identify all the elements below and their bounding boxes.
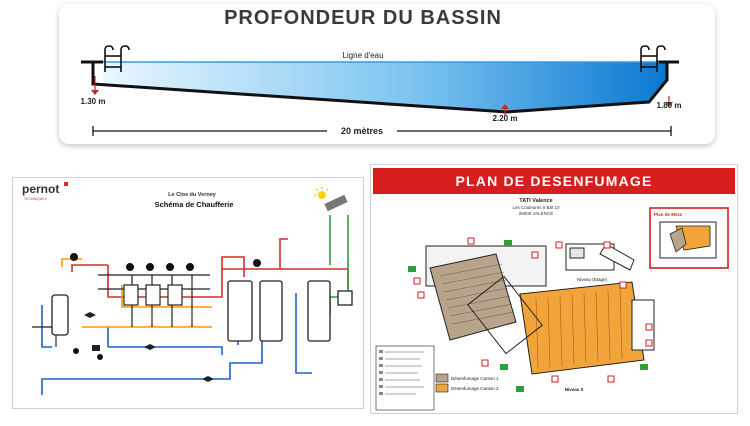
legend-canton-1: Désenfumage Canton 1 bbox=[451, 376, 499, 381]
address-line-1: Les Couleures II Bât 10 bbox=[512, 205, 560, 210]
brand-name: pernot bbox=[22, 182, 60, 196]
pool-title: PROFONDEUR DU BASSIN bbox=[224, 7, 502, 29]
depth-mid-label: 2.20 m bbox=[492, 114, 518, 123]
length-label: 20 mètres bbox=[340, 126, 384, 136]
level-0-label: Niveau 0 bbox=[564, 387, 584, 392]
store-name: TATI Valence bbox=[519, 198, 553, 204]
boiler-schematic-panel bbox=[12, 177, 364, 409]
boiler-units bbox=[124, 285, 182, 305]
smoke-plan-panel bbox=[370, 164, 738, 414]
schematic-title: Schéma de Chaufferie bbox=[154, 200, 234, 209]
water-line-label: Ligne d'eau bbox=[342, 51, 384, 60]
legend-canton-2: Désenfumage Canton 2 bbox=[451, 386, 499, 391]
depth-right-label: 1.80 m bbox=[656, 101, 682, 110]
pool-depth-panel bbox=[55, 0, 720, 152]
brand-sub: TECHNIQUES bbox=[24, 197, 47, 201]
mezz-label: Plan de Mezz bbox=[654, 212, 683, 217]
mezzanine-inset bbox=[650, 208, 728, 268]
level-upper-label: Niveau (Etage) bbox=[576, 277, 608, 282]
plan-title: PLAN DE DESENFUMAGE bbox=[455, 173, 653, 189]
address-line-2: 26000 VALENCE bbox=[518, 211, 554, 216]
site-name: Le Clos du Verney bbox=[168, 192, 216, 198]
depth-left-label: 1.30 m bbox=[80, 97, 106, 106]
